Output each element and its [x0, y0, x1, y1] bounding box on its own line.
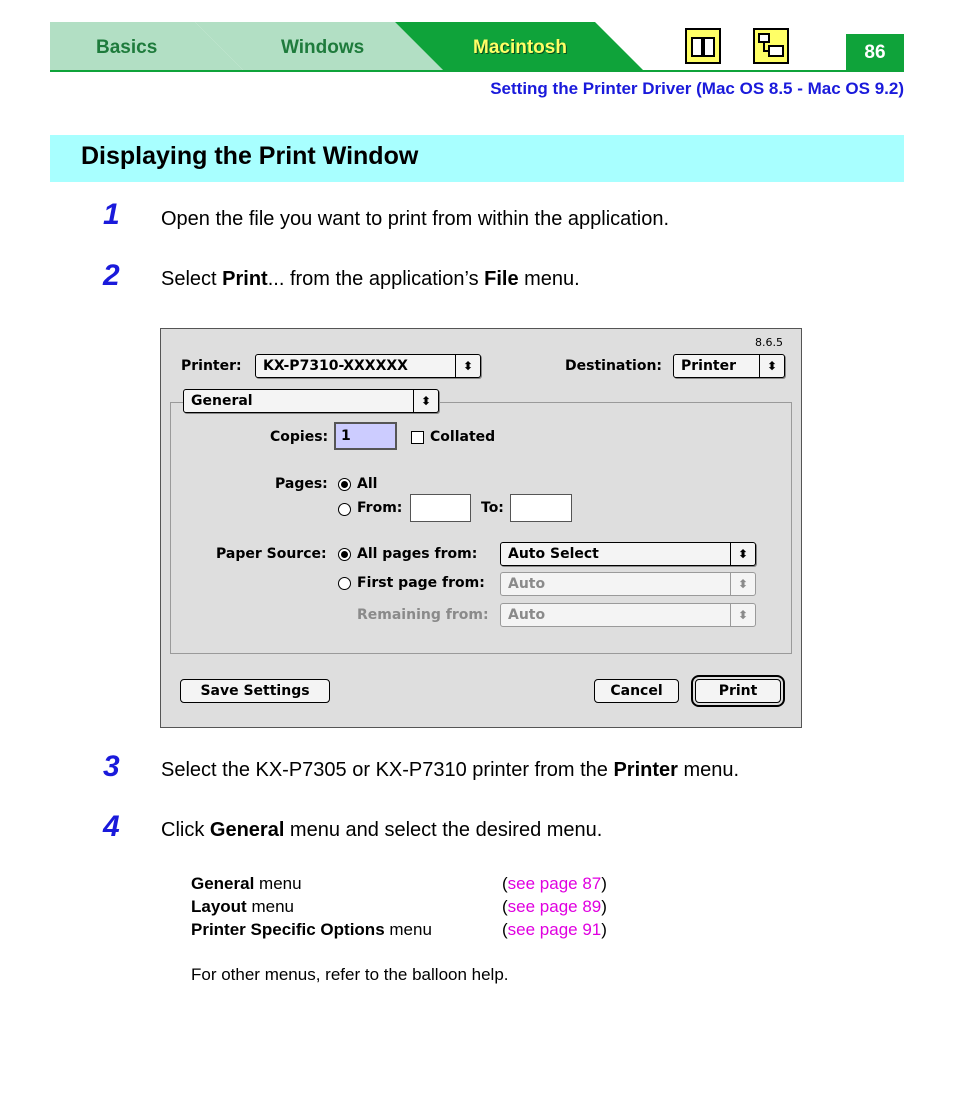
- paren: (: [502, 920, 508, 939]
- pages-all-label: All: [357, 476, 378, 492]
- printer-popup[interactable]: [255, 354, 481, 378]
- step-3-printer: Printer: [613, 759, 678, 781]
- copies-input[interactable]: [334, 422, 397, 450]
- to-label: To:: [481, 500, 504, 516]
- step-text-3: [161, 759, 739, 782]
- balloon-help-note: For other menus, refer to the balloon help.: [191, 965, 509, 984]
- pages-label: Pages:: [275, 476, 328, 492]
- remaining-from-popup[interactable]: [500, 603, 756, 627]
- step-2-file: File: [484, 268, 519, 290]
- cancel-button[interactable]: Cancel: [594, 679, 679, 703]
- menu-ref-layout: [502, 897, 607, 917]
- step-2-print: Print: [222, 268, 268, 290]
- all-pages-from-value: Auto Select: [508, 546, 599, 562]
- menu-ref-printer-specific: [502, 920, 607, 940]
- printer-value: KX-P7310-XXXXXX: [263, 358, 408, 374]
- see-page-87-link[interactable]: see page 87: [507, 874, 602, 893]
- step-4-pre: Click: [161, 819, 210, 841]
- updown-arrow-icon: ⬍: [730, 543, 755, 565]
- destination-label: Destination:: [565, 358, 663, 374]
- first-page-from-popup[interactable]: [500, 572, 756, 596]
- step-text-4: [161, 819, 602, 842]
- driver-version: 8.6.5: [755, 336, 783, 349]
- from-input[interactable]: [410, 494, 471, 522]
- step-2-pre: Select: [161, 268, 223, 290]
- tab-basics[interactable]: Basics: [96, 37, 158, 58]
- section-title: Displaying the Print Window: [81, 142, 419, 170]
- panel-popup[interactable]: [183, 389, 439, 413]
- collated-checkbox[interactable]: [411, 431, 424, 444]
- all-pages-from-radio[interactable]: [338, 548, 351, 561]
- pages-all-radio[interactable]: [338, 478, 351, 491]
- print-button[interactable]: Print: [695, 679, 781, 703]
- menu-item-printer-specific: [191, 920, 432, 940]
- pages-from-radio[interactable]: [338, 503, 351, 516]
- step-text-2: [161, 268, 580, 291]
- printer-label: Printer:: [181, 358, 242, 374]
- first-page-from-value: Auto: [508, 576, 546, 592]
- paren: ): [601, 874, 607, 893]
- paren: (: [502, 874, 508, 893]
- all-pages-from-label: All pages from:: [357, 546, 478, 562]
- step-text-1: Open the file you want to print from within the application.: [161, 208, 670, 230]
- save-settings-button[interactable]: Save Settings: [180, 679, 330, 703]
- updown-arrow-icon: ⬍: [413, 390, 438, 412]
- step-number-3: 3: [103, 750, 120, 783]
- step-number-4: 4: [103, 810, 120, 843]
- updown-arrow-icon: ⬍: [730, 604, 755, 626]
- first-page-from-label: First page from:: [357, 575, 485, 591]
- step-3-pre: Select the KX-P7305 or KX-P7310 printer from the: [161, 759, 614, 781]
- paren: ): [601, 897, 607, 916]
- updown-arrow-icon: ⬍: [455, 355, 480, 377]
- paper-source-label: Paper Source:: [216, 546, 327, 562]
- section-header: [50, 135, 904, 182]
- menu-name: Layout: [191, 897, 247, 916]
- updown-arrow-icon: ⬍: [730, 573, 755, 595]
- from-label: From:: [357, 500, 403, 516]
- step-2-mid: ... from the application’s: [267, 268, 485, 290]
- page-number: 86: [846, 34, 904, 72]
- see-page-91-link[interactable]: see page 91: [507, 920, 602, 939]
- updown-arrow-icon: ⬍: [759, 355, 784, 377]
- see-page-89-link[interactable]: see page 89: [507, 897, 602, 916]
- step-2-post: menu.: [518, 268, 580, 290]
- step-4-general: General: [209, 819, 285, 841]
- copies-value: 1: [341, 428, 351, 444]
- menu-item-general: [191, 874, 302, 894]
- menu-suffix: menu: [254, 874, 302, 893]
- step-number-1: 1: [103, 198, 120, 231]
- step-4-post: menu and select the desired menu.: [284, 819, 603, 841]
- destination-popup[interactable]: [673, 354, 785, 378]
- panel-value: General: [191, 393, 253, 409]
- network-printer-icon[interactable]: [753, 28, 789, 64]
- first-page-from-radio[interactable]: [338, 577, 351, 590]
- menu-suffix: menu: [384, 920, 432, 939]
- menu-suffix: menu: [246, 897, 294, 916]
- page-subtitle: Setting the Printer Driver (Mac OS 8.5 - Mac OS 9.2): [490, 79, 904, 98]
- all-pages-from-popup[interactable]: [500, 542, 756, 566]
- menu-ref-general: [502, 874, 607, 894]
- tab-windows[interactable]: Windows: [281, 37, 365, 58]
- paren: ): [601, 920, 607, 939]
- step-number-2: 2: [103, 259, 120, 292]
- menu-item-layout: [191, 897, 294, 917]
- remaining-from-label: Remaining from:: [357, 607, 489, 623]
- destination-value: Printer: [681, 358, 737, 374]
- paren: (: [502, 897, 508, 916]
- menu-name: Printer Specific Options: [191, 920, 385, 939]
- remaining-from-value: Auto: [508, 607, 546, 623]
- header-divider: [50, 70, 904, 72]
- step-3-post: menu.: [677, 759, 740, 781]
- to-input[interactable]: [510, 494, 572, 522]
- tab-macintosh[interactable]: Macintosh: [473, 37, 567, 58]
- book-icon[interactable]: [685, 28, 721, 64]
- collated-label: Collated: [430, 429, 496, 445]
- copies-label: Copies:: [270, 429, 329, 445]
- print-dialog: [160, 328, 802, 728]
- menu-name: General: [191, 874, 255, 893]
